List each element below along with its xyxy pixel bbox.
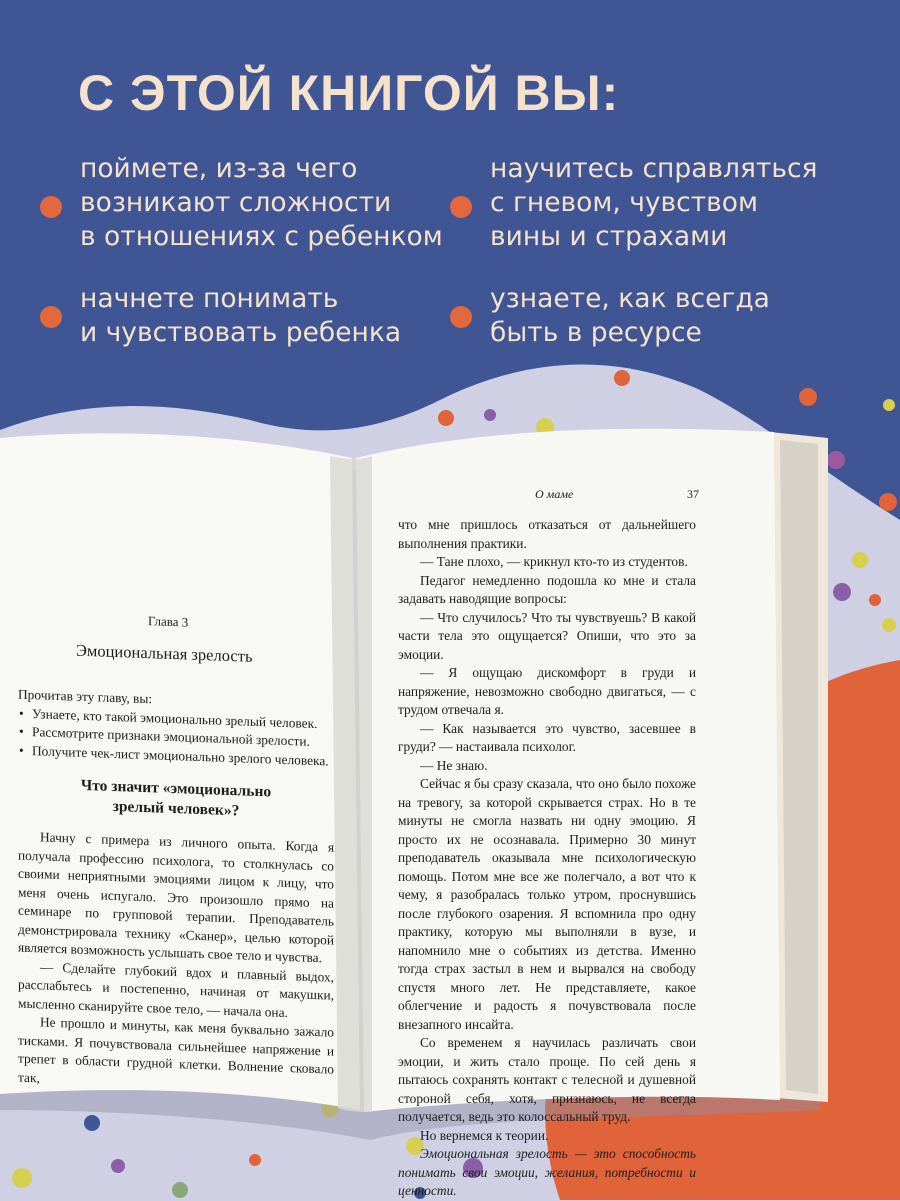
paragraph: Не прошло и минуты, как меня буквально зажало тисками. Я почувствовала сильнейшее напряжение и трепет в области грудной клетки. Волнение сковало так, bbox=[18, 1014, 334, 1085]
goal-item: • Узнаете, кто такой эмоционально зрелый человек. bbox=[18, 704, 334, 734]
benefit-item bbox=[80, 282, 401, 350]
benefit-item bbox=[490, 282, 770, 350]
section-heading-line: Что значит «эмоционально bbox=[80, 776, 272, 801]
chapter-intro: Прочитав эту главу, вы: bbox=[18, 686, 153, 707]
chapter-title: Эмоциональная зрелость bbox=[76, 640, 253, 666]
benefit-line: поймете, из-за чего bbox=[80, 153, 358, 184]
paragraph: Эмоциональная зрелость — это способность понимать свои эмоции, желания, потребности и ценности. bbox=[398, 1146, 696, 1198]
bullet-dot-icon bbox=[450, 306, 472, 328]
right-page-body bbox=[398, 516, 696, 1201]
page-number: 37 bbox=[687, 487, 699, 501]
left-page-body bbox=[18, 686, 334, 1098]
paragraph: что мне пришлось отказаться от дальнейшего выполнения практики. bbox=[398, 517, 696, 551]
chapter-label: Глава 3 bbox=[148, 613, 189, 630]
chapter-goals-list bbox=[18, 704, 334, 771]
paragraph: — Тане плохо, — крикнул кто-то из студентов. bbox=[420, 554, 688, 569]
benefit-item bbox=[80, 152, 443, 254]
paragraph: Начну с примера из личного опыта. Когда я получала профессию психолога, то столкнулась со своими неприятными эмоциями лицом к лицу, что меня очень испугало. Это произошло прямо на семинаре по групповой терапии. Преподаватель демонстрировала технику «Сканер», целью которой является возможность услышать свое тело и чувства. bbox=[18, 829, 334, 966]
paragraph: Но вернемся к теории. bbox=[420, 1127, 549, 1143]
paragraph: — Как называется это чувство, засевшее в груди? — настаивала психолог. bbox=[398, 720, 696, 754]
benefit-line: узнаете, как всегда bbox=[490, 283, 770, 314]
benefit-line: начнете понимать bbox=[80, 283, 339, 314]
benefit-line: вины и страхами bbox=[490, 221, 728, 252]
benefit-item bbox=[490, 152, 818, 254]
headline: С ЭТОЙ КНИГОЙ ВЫ: bbox=[78, 65, 620, 121]
benefit-line: возникают сложности bbox=[80, 187, 392, 218]
benefit-line: и чувствовать ребенка bbox=[80, 317, 402, 348]
book-left-page bbox=[0, 450, 355, 1092]
paragraph: Сейчас я бы сразу сказала, что оно было похоже на тревогу, за которой скрывается страх. Но в те минуты не смогла назвать ни одну эмоцию. Я просто их не осознавала. Примерно 30 минут преподаватель оказывала мне психологическую помощь. Потом мне все же полегчало, а вот что к чему, я разобралась только утром, проснувшись после глубокого озарения. Я вспомнила про одну практику, которую мы выполняли в вузе, и напомнило мне о событиях из детства. Именно тогда страх застыл в нем и вырвался на свободу спустя много лет. Не представляете, какое облегчение и радость я почувствовала после внезапного инсайта. bbox=[398, 776, 696, 1032]
bullet-dot-icon bbox=[450, 196, 472, 218]
benefit-line: быть в ресурсе bbox=[490, 317, 702, 348]
bullet-dot-icon bbox=[40, 196, 62, 218]
goal-item: • Получите чек-лист эмоционально зрелого человека. bbox=[18, 741, 334, 771]
bullet-dot-icon bbox=[40, 306, 62, 328]
paragraph: Со временем я научилась различать свои эмоции, и жить стало проще. По сей день я пытаюсь сохранять контакт с телесной и душевной стороной себя, хотя, признаюсь, не всегда получается, ведь это колоссальный труд. bbox=[398, 1035, 696, 1124]
paragraph: — Я ощущаю дискомфорт в груди и напряжение, невозможно свободно двигаться, — с трудом отвечала я. bbox=[398, 665, 696, 717]
section-heading-line: зрелый человек»? bbox=[112, 797, 240, 820]
paragraph: — Что случилось? Что ты чувствуешь? В какой части тела это ощущается? Опиши, что это за эмоции. bbox=[398, 609, 696, 662]
goal-item: • Рассмотрите признаки эмоциональной зрелости. bbox=[18, 723, 334, 753]
benefit-line: научитесь справляться bbox=[490, 153, 818, 184]
book-right-page bbox=[370, 445, 790, 1198]
paragraph: — Не знаю. bbox=[420, 757, 488, 773]
paragraph: Педагог немедленно подошла ко мне и стала задавать наводящие вопросы: bbox=[398, 572, 696, 606]
benefit-line: с гневом, чувством bbox=[490, 187, 759, 218]
section-heading bbox=[18, 774, 334, 825]
running-head: О маме bbox=[535, 487, 574, 501]
paragraph: — Сделайте глубокий вдох и плавный выдох, расслабьтесь и постепенно, начиная от макушки, мысленно сканируйте свое тело, — начала она. bbox=[18, 958, 334, 1020]
benefit-line: в отношениях с ребенком bbox=[80, 221, 443, 252]
